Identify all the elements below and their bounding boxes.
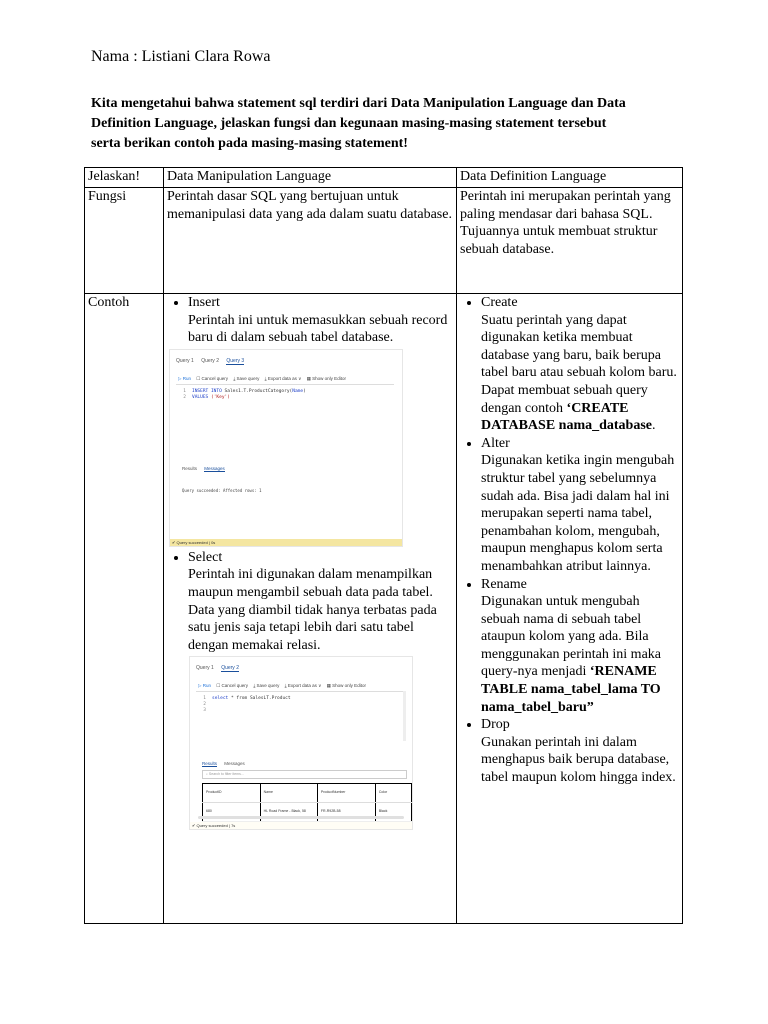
table-row[interactable]: 680 HL Road Frame - Black, 58 FR-R92B-58 Black xyxy=(203,802,412,821)
tab-query-1[interactable]: Query 1 xyxy=(196,665,214,672)
save-query-button[interactable]: ⤓ Save query xyxy=(253,683,280,689)
fungsi-label: Fungsi xyxy=(85,188,164,294)
editor-scrollbar[interactable] xyxy=(403,691,406,741)
answer-table xyxy=(84,167,683,924)
tab-results[interactable]: Results xyxy=(182,465,198,471)
export-data-button[interactable]: ⤓ Export data as ∨ xyxy=(264,375,302,381)
contoh-dml xyxy=(164,294,457,924)
results-filter-input[interactable]: ⌕ Search to filter items... xyxy=(202,770,407,779)
fungsi-row xyxy=(85,188,683,294)
question-text: Kita mengetahui bahwa statement sql terdiri dari Data Manipulation Language dan Data Definition Language, jelaskan fungsi dan kegunaan masing-masing statement tersebut serta berikan contoh pada masing-masing statement! xyxy=(91,96,626,151)
run-button[interactable]: ▷ Run xyxy=(198,683,211,689)
result-tabs xyxy=(182,460,231,478)
query-tabs xyxy=(196,660,245,678)
tab-query-2[interactable]: Query 2 xyxy=(201,357,219,364)
student-name: Nama : Listiani Clara Rowa xyxy=(91,48,271,65)
status-bar: ✔ Query succeeded | 7s xyxy=(190,822,412,829)
query-tabs xyxy=(176,353,250,371)
tab-messages[interactable]: Messages xyxy=(204,465,225,471)
run-button[interactable]: ▷ Run xyxy=(178,375,191,381)
tab-query-1[interactable]: Query 1 xyxy=(176,357,194,364)
save-query-button[interactable]: ⤓ Save query xyxy=(233,375,260,381)
tab-query-3[interactable]: Query 3 xyxy=(226,357,245,364)
contoh-label: Contoh xyxy=(85,294,164,924)
dml-item-select: • Select Perintah ini digunakan dalam menampilkan maupun mengambil sebuah data pada tabel. Data yang diambil tidak hanya terbatas pada satu jenis saja tetapi lebih dari satu tabel dengan memakai relasi. xyxy=(188,549,453,655)
tab-query-2[interactable]: Query 2 xyxy=(221,665,239,672)
contoh-ddl xyxy=(457,294,683,924)
dml-item-insert: • Insert Perintah ini untuk memasukkan sebuah record baru di dalam sebuah tabel database. xyxy=(188,294,453,347)
fungsi-ddl: Perintah ini merupakan perintah yang paling mendasar dari bahasa SQL. Tujuannya untuk membuat struktur sebuah database. xyxy=(457,188,683,294)
contoh-row xyxy=(85,294,683,924)
table-header-row xyxy=(85,168,683,188)
cancel-query-button[interactable]: ☐ Cancel query xyxy=(196,375,229,381)
fungsi-dml: Perintah dasar SQL yang bertujuan untuk memanipulasi data yang ada dalam suatu database. xyxy=(164,188,457,294)
export-data-button[interactable]: ⤓ Export data as ∨ xyxy=(284,683,322,689)
cancel-query-button[interactable]: ☐ Cancel query xyxy=(216,683,249,689)
insert-query-screenshot xyxy=(169,349,403,547)
ddl-item-create: • Create Suatu perintah yang dapat digunakan ketika membuat database yang baru, baik berupa tabel baru atau sebuah kolom baru. Dapat membuat sebuah query dengan contoh ‘CREATE DATABASE nama_database. xyxy=(481,294,679,435)
query-editor[interactable]: 1 select * from SalesLT.Product 2 3 xyxy=(196,691,404,714)
tab-messages[interactable]: Messages xyxy=(224,761,245,767)
ddl-item-alter: • Alter Digunakan ketika ingin mengubah struktur tabel yang sebelumnya sudah ada. Bisa jadi dalam hal ini merupakan seperti nama tabel, penambahan kolom, mengubah, maupun menghapus kolom serta menambahkan atribut lainnya. xyxy=(481,435,679,576)
ddl-item-rename: • Rename Digunakan untuk mengubah sebuah nama di sebuah tabel ataupun kolom yang ada. Bila menggunakan perintah ini maka query-nya menjadi ‘RENAME TABLE nama_tabel_lama TO nama_tabel_baru” xyxy=(481,576,679,717)
result-message: Query succeeded: Affected rows: 1 xyxy=(182,487,262,493)
tab-results[interactable]: Results xyxy=(202,761,218,767)
results-scrollbar[interactable] xyxy=(198,816,404,819)
select-query-screenshot xyxy=(189,656,413,830)
header-dml: Data Manipulation Language xyxy=(164,168,457,188)
status-bar: ✔ Query succeeded | 0s xyxy=(170,539,402,546)
header-jelaskan: Jelaskan! xyxy=(85,168,164,188)
ddl-item-drop: • Drop Gunakan perintah ini dalam menghapus baik berupa database, tabel maupun kolom hingga index. xyxy=(481,716,679,786)
query-editor[interactable]: 1 INSERT INTO Sales1.T.ProductCategory(Name) 2 VALUES ('Key') xyxy=(176,384,394,401)
header-ddl: Data Definition Language xyxy=(457,168,683,188)
show-editor-button[interactable]: ▦ Show only Editor xyxy=(326,683,366,689)
show-editor-button[interactable]: ▦ Show only Editor xyxy=(306,375,346,381)
results-header-row: ProductID Name ProductNumber Color xyxy=(203,784,412,803)
